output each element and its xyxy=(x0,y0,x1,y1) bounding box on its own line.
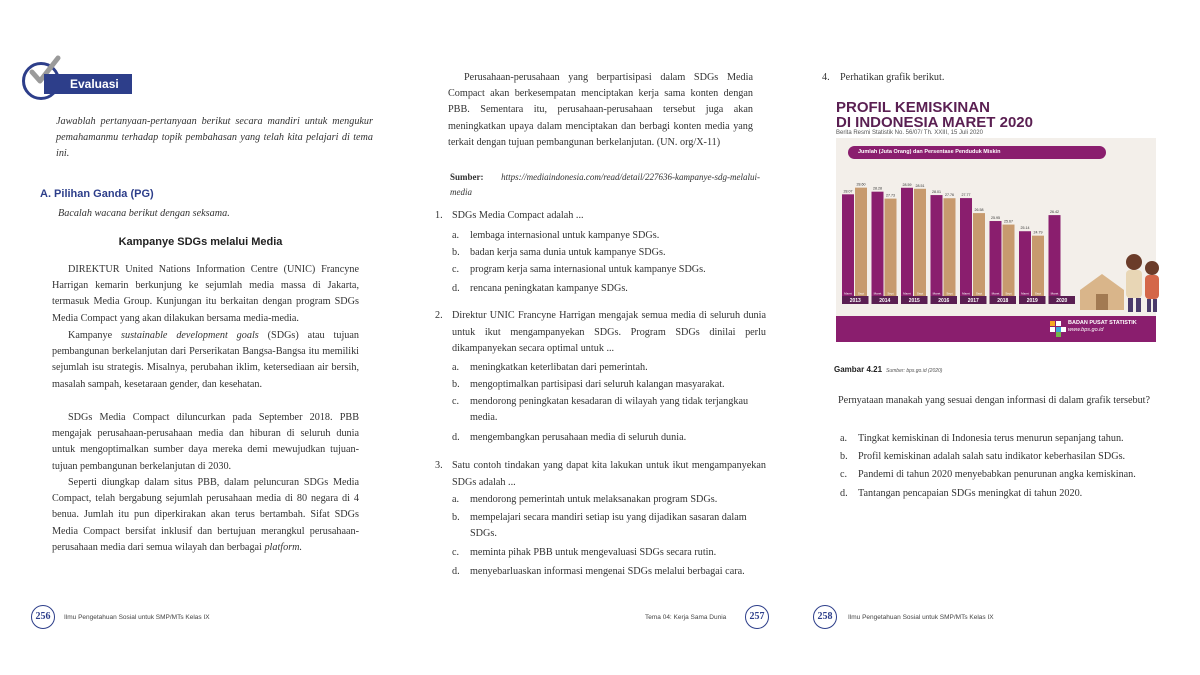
data-label: 25.14 xyxy=(1020,226,1030,231)
question-number: 3. xyxy=(435,460,443,471)
option-key: a. xyxy=(452,494,460,505)
infographic-title: PROFIL KEMISKINAN DI INDONESIA MARET 2020 xyxy=(836,99,1033,131)
bar-sept-2013 xyxy=(855,188,867,296)
bar-maret-2018 xyxy=(990,221,1002,296)
tick-label-2019: 2019 xyxy=(1026,298,1038,304)
data-label: 28.51 xyxy=(915,183,925,188)
instruction-text: Bacalah wacana berikut dengan seksama. xyxy=(58,208,230,219)
answer-option[interactable] xyxy=(452,228,766,244)
series-label: Maret xyxy=(903,291,911,296)
data-label: 28.59 xyxy=(902,182,912,187)
answer-option[interactable] xyxy=(840,449,1158,465)
bar-sept-2018 xyxy=(1003,225,1015,296)
option-text: program kerja sama internasional untuk kampanye SDGs. xyxy=(470,264,706,275)
series-label: Sept xyxy=(1034,291,1042,296)
series-label: Maret xyxy=(1050,291,1059,296)
answer-option[interactable] xyxy=(840,486,1158,502)
data-label: 28.07 xyxy=(843,189,853,194)
bar-maret-2013 xyxy=(842,194,854,296)
answer-option[interactable] xyxy=(452,492,766,508)
question-text: Satu contoh tindakan yang dapat kita lakukan untuk ikut mengampanyekan SDGs adalah ... xyxy=(452,460,766,488)
footer-page-2: Tema 04: Kerja Sama Dunia xyxy=(645,614,727,621)
footer-page-3: Ilmu Pengetahuan Sosial untuk SMP/MTs Kelas IX xyxy=(848,614,994,621)
question-4-number: 4. xyxy=(822,72,830,83)
bar-sept-2019 xyxy=(1032,236,1044,296)
answer-option[interactable] xyxy=(840,431,1158,447)
answer-option[interactable] xyxy=(452,564,766,580)
option-key: b. xyxy=(840,451,848,462)
series-label: Sept xyxy=(946,291,953,296)
bar-maret-2016 xyxy=(931,195,943,296)
chart-panel xyxy=(836,138,1156,316)
option-text: rencana peningkatan kampanye SDGs. xyxy=(470,283,628,294)
data-label: 25.95 xyxy=(991,216,1000,221)
tick-label-2018: 2018 xyxy=(997,298,1009,304)
option-text: mendorong peningkatan kesadaran di wilayah yang tidak terjangkau media. xyxy=(470,396,749,423)
question-text: SDGs Media Compact adalah ... xyxy=(452,210,584,221)
bps-label: BADAN PUSAT STATISTIK www.bps.go.id xyxy=(1068,320,1137,333)
series-label: Maret xyxy=(991,291,1000,296)
option-key: d. xyxy=(452,283,460,294)
answer-option[interactable] xyxy=(452,394,766,426)
option-key: d. xyxy=(840,488,848,499)
family-illustration-icon xyxy=(1072,234,1162,314)
answer-option[interactable] xyxy=(452,545,766,561)
option-key: b. xyxy=(452,247,460,258)
tick-label-2014: 2014 xyxy=(879,298,891,304)
bar-maret-2019 xyxy=(1019,231,1031,296)
option-text: Tantangan pencapaian SDGs meningkat di tahun 2020. xyxy=(858,488,1083,499)
article-continuation: Perusahaan-perusahaan yang berpartisipasi dalam SDGs Media Compact akan berkesempatan menciptakan kerja sama konten dengan PBB. Sementara itu, perusahaan-perusahaan tersebut juga akan meningkatkan upaya dalam menciptakan dan berbagi konten media yang terkait dengan tujuan pembangunan berkelanjutan. (UN. org/X-11) xyxy=(448,72,753,148)
bar-sept-2016 xyxy=(944,198,956,296)
page-number-258: 258 xyxy=(813,605,837,629)
bar-sept-2017 xyxy=(973,213,985,296)
infographic-subtitle: Berita Resmi Statistik No. 56/07/ Th. XXIII, 15 Juli 2020 xyxy=(836,130,983,136)
data-label: 25.67 xyxy=(1004,219,1013,224)
answer-option[interactable] xyxy=(452,262,766,278)
option-key: a. xyxy=(840,433,848,444)
option-text: Pandemi di tahun 2020 menyebabkan penurunan angka kemiskinan. xyxy=(858,469,1136,480)
chart-legend: Jumlah (Juta Orang) dan Persentase Penduduk Miskin xyxy=(848,146,1106,159)
option-key: a. xyxy=(452,362,460,373)
bar-maret-2015 xyxy=(901,188,913,296)
question-number: 1. xyxy=(435,210,443,221)
series-label: Sept xyxy=(887,291,894,296)
option-key: c. xyxy=(452,396,460,407)
option-key: d. xyxy=(452,566,460,577)
article-paragraph-1: DIREKTUR United Nations Information Centre (UNIC) Francyne Harrigan kemarin berkunjung ke sejumlah media massa di Jakarta, termasuk Media Group. Kunjungan itu berkaitan dengan program SDGs Media Compact yang akan dilakukan bersama media-media. xyxy=(52,264,359,324)
option-key: b. xyxy=(452,512,460,523)
data-label: 27.73 xyxy=(886,193,895,198)
option-key: c. xyxy=(840,469,848,480)
data-label: 26.42 xyxy=(1050,210,1059,215)
article-paragraph-2: Kampanye sustainable development goals (SDGs) atau tujuan pembangunan berkelanjutan dari Perserikatan Bangsa-Bangsa itu memiliki sejumlah isu strategis. Misalnya, perubahan iklim, ketersediaan air bersih, masalah sampah, kesetaraan gender, dan kesehatan. xyxy=(52,330,359,390)
answer-option[interactable] xyxy=(452,281,766,297)
footer-page-1: Ilmu Pengetahuan Sosial untuk SMP/MTs Kelas IX xyxy=(64,614,210,621)
bar-sept-2014 xyxy=(885,199,897,296)
option-text: meminta pihak PBB untuk mengevaluasi SDGs secara rutin. xyxy=(470,547,717,558)
article-paragraph-3: SDGs Media Compact diluncurkan pada September 2018. PBB mengajak perusahaan-perusahaan media dan hiburan di seluruh dunia untuk mengoptimalkan sumber daya mereka demi mewujudkan tujuan-tujuan pembangunan berkelanjutan di 2030. xyxy=(52,412,359,472)
option-text: menyebarluaskan informasi mengenai SDGs melalui berbagai cara. xyxy=(470,566,745,577)
series-label: Maret xyxy=(1021,291,1029,296)
question-text: Direktur UNIC Francyne Harrigan mengajak semua media di seluruh dunia untuk ikut mengampanyekan SDGs. Program SDGs dinilai perlu dikampanyekan secara optimal untuk ... xyxy=(452,310,766,354)
option-text: lembaga internasional untuk kampanye SDGs. xyxy=(470,230,660,241)
option-text: Profil kemiskinan adalah salah satu indikator keberhasilan SDGs. xyxy=(858,451,1126,462)
series-label: Sept xyxy=(975,291,983,296)
option-key: a. xyxy=(452,230,460,241)
evaluasi-label: Evaluasi xyxy=(44,74,132,94)
article-title: Kampanye SDGs melalui Media xyxy=(118,236,283,248)
answer-option[interactable] xyxy=(452,510,766,542)
section-heading: A. Pilihan Ganda (PG) xyxy=(40,188,154,200)
bar-maret-2017 xyxy=(960,198,972,296)
tick-label-2013: 2013 xyxy=(849,298,861,304)
bar-sept-2015 xyxy=(914,189,926,296)
bar-maret-2020 xyxy=(1049,215,1061,296)
source-citation: Sumber: https://mediaindonesia.com/read/detail/227636-kampanye-sdg-melalui-media xyxy=(450,172,760,197)
data-label: 24.79 xyxy=(1033,230,1043,235)
option-text: mengembangkan perusahaan media di seluruh dunia. xyxy=(470,432,687,443)
option-text: Tingkat kemiskinan di Indonesia terus menurun sepanjang tahun. xyxy=(858,433,1124,444)
bar-maret-2014 xyxy=(872,192,884,296)
page-number-257: 257 xyxy=(745,605,769,629)
data-label: 27.77 xyxy=(961,193,971,198)
series-label: Sept xyxy=(1005,291,1012,296)
data-label: 28.01 xyxy=(932,190,941,195)
page-number-256: 256 xyxy=(31,605,55,629)
option-text: mempelajari secara mandiri setiap isu yang dijadikan sasaran dalam SDGs. xyxy=(470,512,747,539)
question-number: 2. xyxy=(435,310,443,321)
data-label: 28.28 xyxy=(873,186,882,191)
bps-footer xyxy=(836,316,1156,342)
evaluasi-badge xyxy=(22,60,132,102)
answer-option[interactable] xyxy=(452,360,766,376)
answer-option[interactable] xyxy=(840,467,1158,483)
article-paragraph-4: Seperti diungkap dalam situs PBB, dalam peluncuran SDGs Media Compact, telah bergabung sejumlah perusahaan media di 80 negara di 4 benua. Jumlah itu pun diperkirakan akan terus bertambah. Sifat SDGs Media Compact bersifat inklusif dan bertujuan merangkul perusahaan-perusahaan media dari semua wilayah dan berbagai platform. xyxy=(52,477,359,553)
option-text: mendorong pemerintah untuk melaksanakan program SDGs. xyxy=(470,494,718,505)
data-label: 27.76 xyxy=(945,193,954,198)
option-text: mengoptimalkan partisipasi dari seluruh kalangan masyarakat. xyxy=(470,379,725,390)
option-text: meningkatkan keterlibatan dari pemerintah. xyxy=(470,362,648,373)
tick-label-2016: 2016 xyxy=(938,298,950,304)
answer-option[interactable] xyxy=(452,245,766,261)
question-4-prompt: Pernyataan manakah yang sesuai dengan informasi di dalam grafik tersebut? xyxy=(838,395,1151,406)
option-key: d. xyxy=(452,432,460,443)
bps-logo-icon xyxy=(1050,321,1066,337)
answer-option[interactable] xyxy=(452,377,766,393)
tick-label-2015: 2015 xyxy=(908,298,920,304)
series-label: Maret xyxy=(932,291,941,296)
tick-label-2020: 2020 xyxy=(1056,298,1068,304)
series-label: Maret xyxy=(962,291,970,296)
figure-caption: Gambar 4.21 Sumber: bps.go.id (2020) xyxy=(834,365,943,374)
option-key: c. xyxy=(452,547,460,558)
option-key: c. xyxy=(452,264,460,275)
series-label: Sept xyxy=(857,291,865,296)
data-label: 28.60 xyxy=(856,182,866,187)
answer-option[interactable] xyxy=(452,430,766,446)
series-label: Sept xyxy=(916,291,924,296)
series-label: Maret xyxy=(844,291,852,296)
question-4-text: Perhatikan grafik berikut. xyxy=(840,72,945,83)
option-text: badan kerja sama dunia untuk kampanye SDGs. xyxy=(470,247,666,258)
data-label: 26.58 xyxy=(974,208,984,213)
intro-text: Jawablah pertanyaan-pertanyaan berikut secara mandiri untuk mengukur pemahamanmu terhadap topik pembahasan yang telah kita pelajari di tema ini. xyxy=(56,116,373,160)
option-key: b. xyxy=(452,379,460,390)
series-label: Maret xyxy=(873,291,882,296)
poverty-infographic xyxy=(822,90,1158,342)
tick-label-2017: 2017 xyxy=(967,298,979,304)
